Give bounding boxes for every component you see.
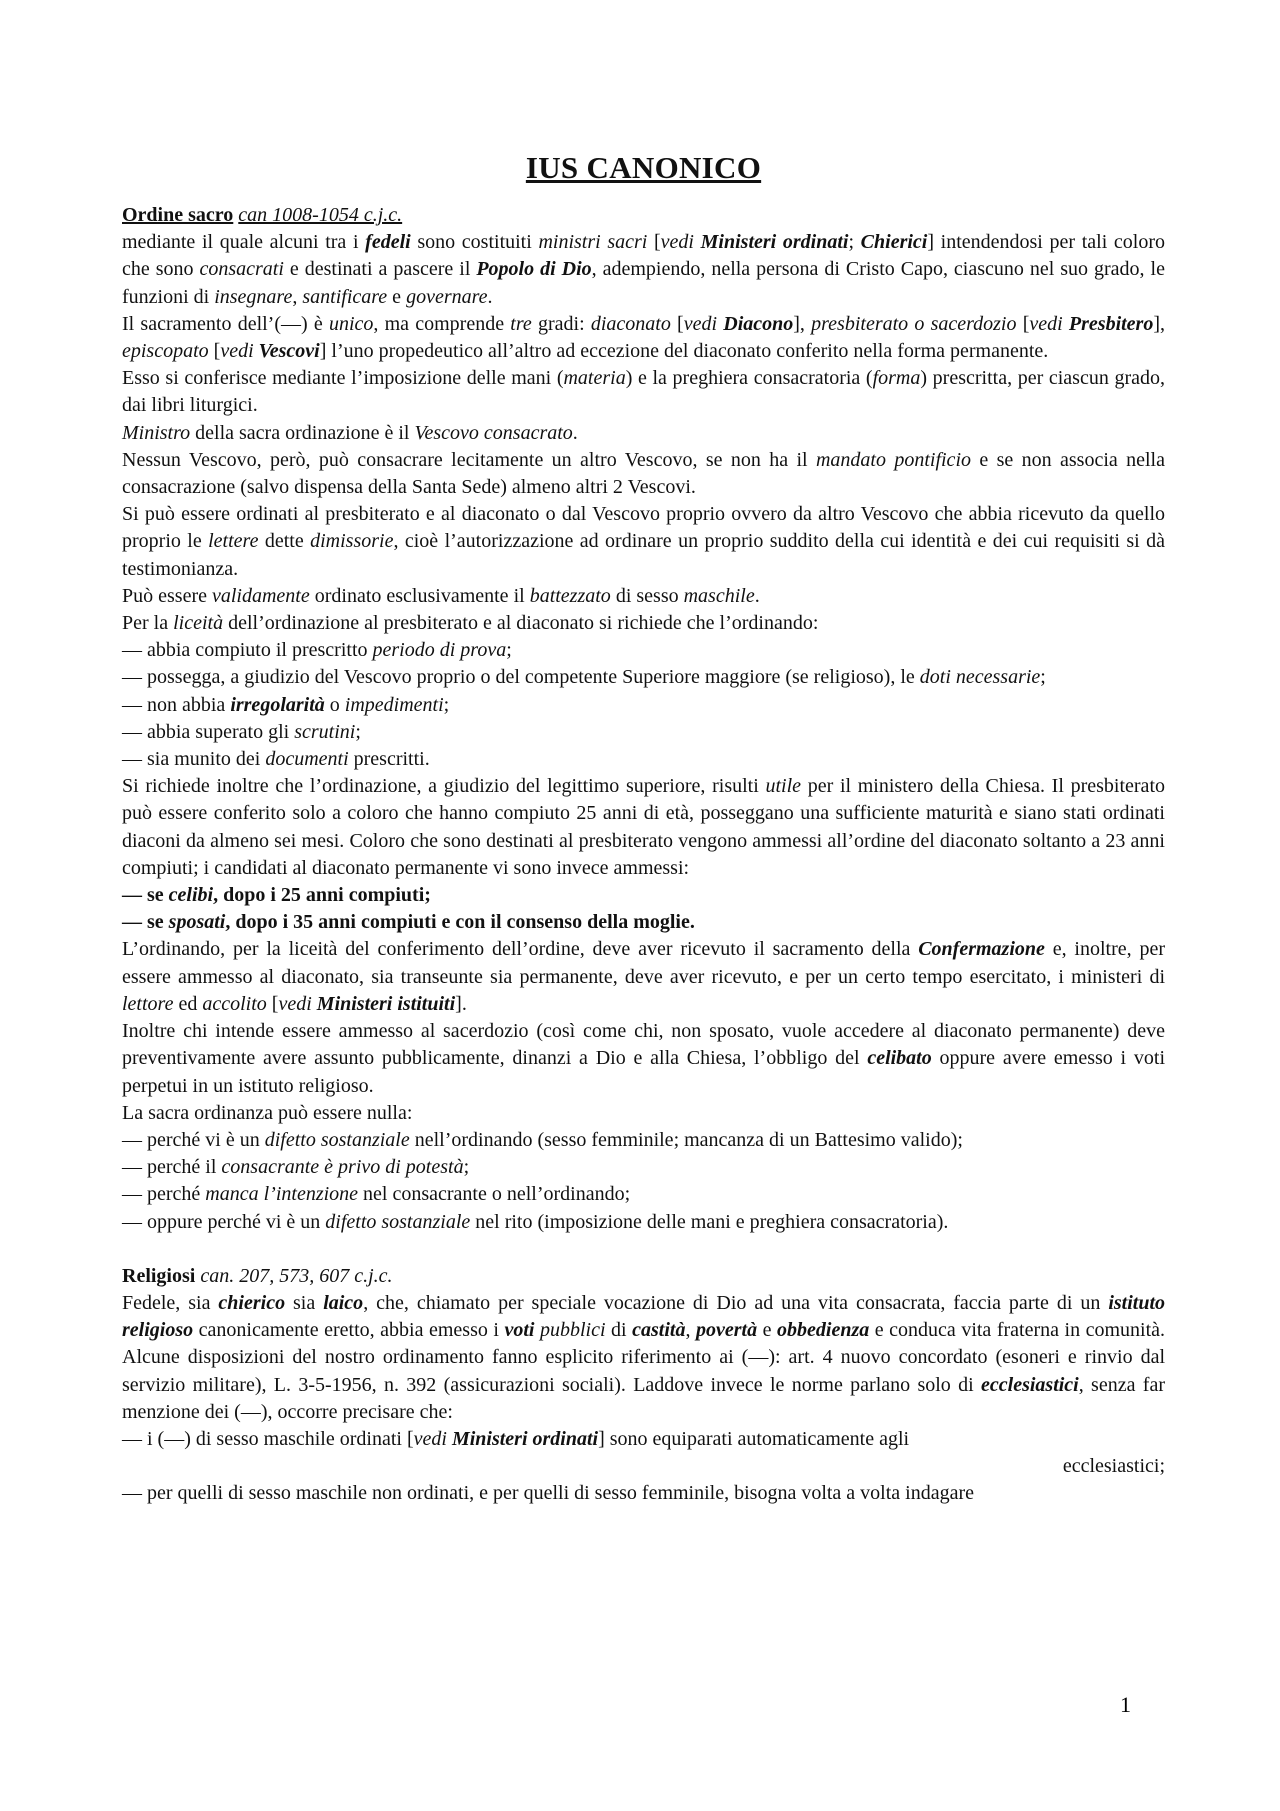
term: unico	[328, 312, 374, 335]
term: castità	[632, 1319, 686, 1342]
text: Inoltre chi intende essere ammesso al sacerdozio (così come chi, non sposato, vuole accedere al diaconato permanente) deve preventivamente avere assunto pubblicamente, dinanzi a Dio e alla Chiesa, l’obbligo del	[122, 1020, 1165, 1070]
text: Può essere	[122, 584, 212, 607]
paragraph	[122, 1290, 1165, 1426]
term: istituto religioso	[122, 1291, 1166, 1342]
cross-ref: Presbitero	[1068, 312, 1154, 335]
text: ,	[292, 285, 303, 308]
term: lettore	[122, 992, 174, 1015]
text: — sia munito dei	[122, 748, 266, 771]
text: dell’ordinazione al presbiterato e al diaconato si richiede che l’ordinando:	[223, 612, 819, 635]
text: di sesso	[610, 584, 684, 607]
list-item	[122, 1480, 1165, 1507]
text: , che, chiamato per speciale vocazione di Dio ad una vita consacrata, faccia parte di un	[363, 1291, 1109, 1314]
list-item	[122, 746, 1165, 773]
term: fedeli	[365, 231, 411, 254]
document-page	[122, 148, 1165, 1508]
term: doti necessarie	[919, 666, 1041, 689]
term: voti	[504, 1319, 535, 1342]
term: celibi	[168, 884, 214, 907]
term: materia	[563, 367, 626, 390]
text: prescritti.	[348, 748, 430, 771]
text: ;	[506, 639, 512, 662]
text: Per la	[122, 612, 174, 635]
text: e	[757, 1319, 778, 1342]
text: nel rito (imposizione delle mani e preghiera consacratoria).	[470, 1210, 949, 1233]
text: e conduca vita fraterna in comunità. Alcune disposizioni del nostro ordinamento fanno esplicito riferimento ai (—): art. 4 nuovo concordato (esoneri e rinvio dal servizio militare), L. 3-5-1956, n. 392 (assicurazioni sociali). Laddove invece le norme parlano solo di	[122, 1319, 1166, 1396]
term: difetto sostanziale	[325, 1210, 471, 1233]
see-ref: vedi	[413, 1427, 447, 1450]
text: ;	[1040, 666, 1046, 689]
text: — perché vi è un	[122, 1128, 265, 1151]
text: , dopo i 25 anni compiuti;	[213, 884, 431, 907]
text: canonicamente eretto, abbia emesso i	[193, 1319, 505, 1342]
see-ref: vedi	[683, 312, 718, 335]
list-item	[122, 1154, 1165, 1181]
term: validamente	[211, 584, 310, 607]
text: [	[670, 312, 684, 335]
term: ecclesiastici	[981, 1373, 1079, 1396]
term: celibato	[867, 1047, 932, 1070]
paragraph	[122, 447, 1165, 501]
text: .	[487, 285, 493, 308]
term: dimissorie	[310, 530, 394, 553]
text: ;	[848, 231, 861, 254]
cross-ref: Ministeri istituiti	[316, 992, 456, 1015]
text: Nessun Vescovo, però, può consacrare lecitamente un altro Vescovo, se non ha il	[122, 448, 816, 471]
paragraph	[122, 365, 1165, 419]
text: — se	[122, 884, 169, 907]
text: — oppure perché vi è un	[122, 1210, 326, 1233]
document-title: IUS CANONICO	[525, 150, 762, 185]
term: scrutini	[294, 720, 356, 743]
text: — possegga, a giudizio del Vescovo proprio o del competente Superiore maggiore (se religioso), le	[122, 666, 920, 689]
see-ref: vedi	[220, 340, 254, 363]
text: ed	[173, 992, 203, 1015]
list-item	[122, 637, 1165, 664]
section-spacer	[122, 1236, 1165, 1263]
section-heading-ordine-sacro	[122, 202, 1165, 229]
term: povertà	[696, 1319, 758, 1342]
text: — perché il	[122, 1156, 222, 1179]
bold-list-item	[122, 882, 1165, 909]
paragraph	[122, 229, 1165, 311]
text: [	[266, 992, 279, 1015]
term: maschile	[683, 584, 755, 607]
term: manca l’intenzione	[205, 1183, 359, 1206]
text: o	[324, 693, 345, 716]
heading-text: Religiosi	[122, 1264, 196, 1287]
paragraph	[122, 936, 1165, 1018]
term: laico	[323, 1291, 364, 1314]
text: .	[754, 584, 760, 607]
text: gradi:	[531, 312, 591, 335]
text: ;	[463, 1156, 470, 1179]
text: L’ordinando, per la liceità del conferimento dell’ordine, deve aver ricevuto il sacramento della	[122, 938, 919, 961]
term: governare	[406, 285, 488, 308]
term: tre	[510, 312, 532, 335]
list-item	[122, 1209, 1165, 1236]
list-item	[122, 1127, 1165, 1154]
text: — abbia superato gli	[122, 720, 295, 743]
text: ] intendendosi per tali coloro che sono	[122, 231, 1165, 281]
term: episcopato	[122, 340, 209, 363]
term: battezzato	[529, 584, 611, 607]
paragraph	[122, 1018, 1165, 1100]
paragraph	[122, 311, 1165, 365]
term: chierico	[218, 1291, 286, 1314]
term: impedimenti	[344, 693, 444, 716]
paragraph	[122, 610, 1165, 637]
bold-list-item	[122, 909, 1165, 936]
section-heading-religiosi	[122, 1263, 1165, 1290]
text: dette	[258, 530, 311, 553]
heading-citation: can 1008-1054 c.j.c.	[238, 204, 403, 226]
text: Esso si conferisce mediante l’imposizione delle mani (	[122, 367, 564, 390]
text: — abbia compiuto il prescritto	[122, 639, 373, 662]
term: accolito	[202, 992, 267, 1015]
term: forma	[872, 367, 921, 390]
cross-ref: Ministeri ordinati	[700, 231, 849, 254]
list-item	[122, 719, 1165, 746]
text: oppure avere emesso i voti perpetui in un istituto religioso.	[122, 1047, 1166, 1097]
term: consacrante è privo di potestà	[221, 1156, 464, 1179]
text: ,	[685, 1319, 697, 1342]
text: ) prescritta, per ciascun grado, dai libri liturgici.	[122, 367, 1165, 417]
list-item-continuation: ecclesiastici;	[1062, 1455, 1165, 1478]
cross-ref: Chierici	[860, 231, 928, 254]
text: ] l’uno propedeutico all’altro ad eccezione del diaconato conferito nella forma permanente.	[319, 340, 1049, 363]
text: e se non associa nella consacrazione (salvo dispensa della Santa Sede) almeno altri 2 Vescovi.	[122, 448, 1165, 499]
text: — se	[122, 911, 169, 934]
text: mediante il quale alcuni tra i	[122, 231, 366, 254]
term: irregolarità	[230, 693, 325, 716]
term: Popolo di Dio	[476, 258, 592, 281]
list-item	[122, 1181, 1165, 1208]
text: per il ministero della Chiesa. Il presbiterato può essere conferito solo a coloro che hanno compiuto 25 anni di età, posseggano una sufficiente maturità e siano stati ordinati diaconi da almeno sei mesi. Coloro che sono destinati al presbiterato vengono ammessi all’ordine del diaconato soltanto a 23 anni compiuti; i candidati al diaconato permanente vi sono invece ammessi:	[122, 775, 1165, 879]
text: — perché	[122, 1183, 206, 1206]
text: e	[387, 285, 407, 308]
text: sono costituiti	[410, 231, 539, 254]
term: pubblici	[539, 1319, 606, 1342]
text: Il sacramento dell’(—) è	[122, 312, 329, 335]
heading-text: Ordine sacro	[122, 204, 234, 226]
term: lettere	[208, 530, 259, 553]
term: Ministro	[122, 421, 191, 444]
text: — per quelli di sesso maschile non ordinati, e per quelli di sesso femminile, bisogna volta a volta indagare	[122, 1482, 975, 1505]
see-ref: vedi	[660, 231, 694, 254]
term: diaconato	[590, 312, 671, 335]
term: santificare	[302, 285, 388, 308]
term: utile	[765, 775, 802, 798]
page-number: 1	[1120, 1692, 1131, 1717]
term: periodo di prova	[372, 639, 507, 662]
term: difetto sostanziale	[264, 1128, 410, 1151]
see-ref: vedi	[278, 992, 312, 1015]
term: consacrati	[199, 258, 284, 281]
term: liceità	[173, 612, 224, 635]
text: ].	[455, 992, 467, 1015]
text: , ma comprende	[373, 312, 511, 335]
text: Si può essere ordinati al presbiterato e al diaconato o dal Vescovo proprio ovvero da altro Vescovo che abbia ricevuto da quello proprio le	[122, 503, 1165, 553]
term: ministri sacri	[538, 231, 648, 254]
cross-ref: Diacono	[723, 312, 794, 335]
term: Confermazione	[918, 938, 1045, 961]
cross-ref: Ministeri ordinati	[451, 1427, 599, 1450]
text: ],	[793, 312, 812, 335]
term: sposati	[168, 911, 226, 934]
text: [	[647, 231, 661, 254]
text: , senza far menzione dei (—), occorre precisare che:	[122, 1373, 1165, 1423]
text: ;	[443, 693, 450, 716]
paragraph	[122, 773, 1165, 882]
text: , adempiendo, nella persona di Cristo Capo, ciascuno nel suo grado, le funzioni di	[122, 258, 1165, 308]
text: Si richiede inoltre che l’ordinazione, a giudizio del legittimo superiore, risulti	[122, 775, 766, 798]
text: ],	[1153, 312, 1166, 335]
see-ref: vedi	[1029, 312, 1063, 335]
text: [	[1016, 312, 1030, 335]
text: , cioè l’autorizzazione ad ordinare un proprio suddito della cui identità e dei cui requisiti si dà testimonianza.	[122, 530, 1165, 580]
text: ordinato esclusivamente il	[309, 584, 530, 607]
text: nell’ordinando (sesso femminile; mancanza di un Battesimo valido);	[409, 1128, 963, 1151]
paragraph	[122, 583, 1165, 610]
term: presbiterato o sacerdozio	[811, 312, 1017, 335]
term: documenti	[265, 748, 349, 771]
paragraph	[122, 420, 1165, 447]
term: mandato pontificio	[815, 448, 971, 471]
paragraph	[122, 501, 1165, 583]
text: di	[605, 1319, 633, 1342]
text: ) e la preghiera consacratoria (	[625, 367, 873, 390]
term: insegnare	[214, 285, 293, 308]
text: e, inoltre, per essere ammesso al diaconato, sia transeunte sia permanente, deve aver ricevuto, e per un certo tempo esercitato, i ministeri di	[122, 938, 1165, 988]
text: e destinati a pascere il	[283, 258, 477, 281]
text: ;	[355, 720, 361, 743]
list-item	[122, 1426, 1165, 1453]
text: della sacra ordinazione è il	[190, 421, 415, 444]
text: , dopo i 35 anni compiuti e con il consenso della moglie.	[225, 911, 695, 934]
text: [	[208, 340, 221, 363]
list-item	[122, 664, 1165, 691]
text: — non abbia	[122, 693, 231, 716]
text: nel consacrante o nell’ordinando;	[358, 1183, 631, 1206]
term: Vescovo consacrato	[414, 421, 573, 444]
cross-ref: Vescovi	[258, 340, 320, 363]
text: .	[572, 421, 578, 444]
term: obbedienza	[777, 1319, 870, 1342]
text: sia	[285, 1291, 324, 1314]
text: Fedele, sia	[122, 1291, 219, 1314]
text: ] sono equiparati automaticamente agli	[598, 1427, 910, 1450]
heading-citation: can. 207, 573, 607 c.j.c.	[200, 1264, 393, 1287]
list-item	[122, 692, 1165, 719]
text: — i (—) di sesso maschile ordinati [	[122, 1427, 414, 1450]
text	[694, 231, 701, 253]
paragraph: La sacra ordinanza può essere nulla:	[122, 1101, 413, 1124]
